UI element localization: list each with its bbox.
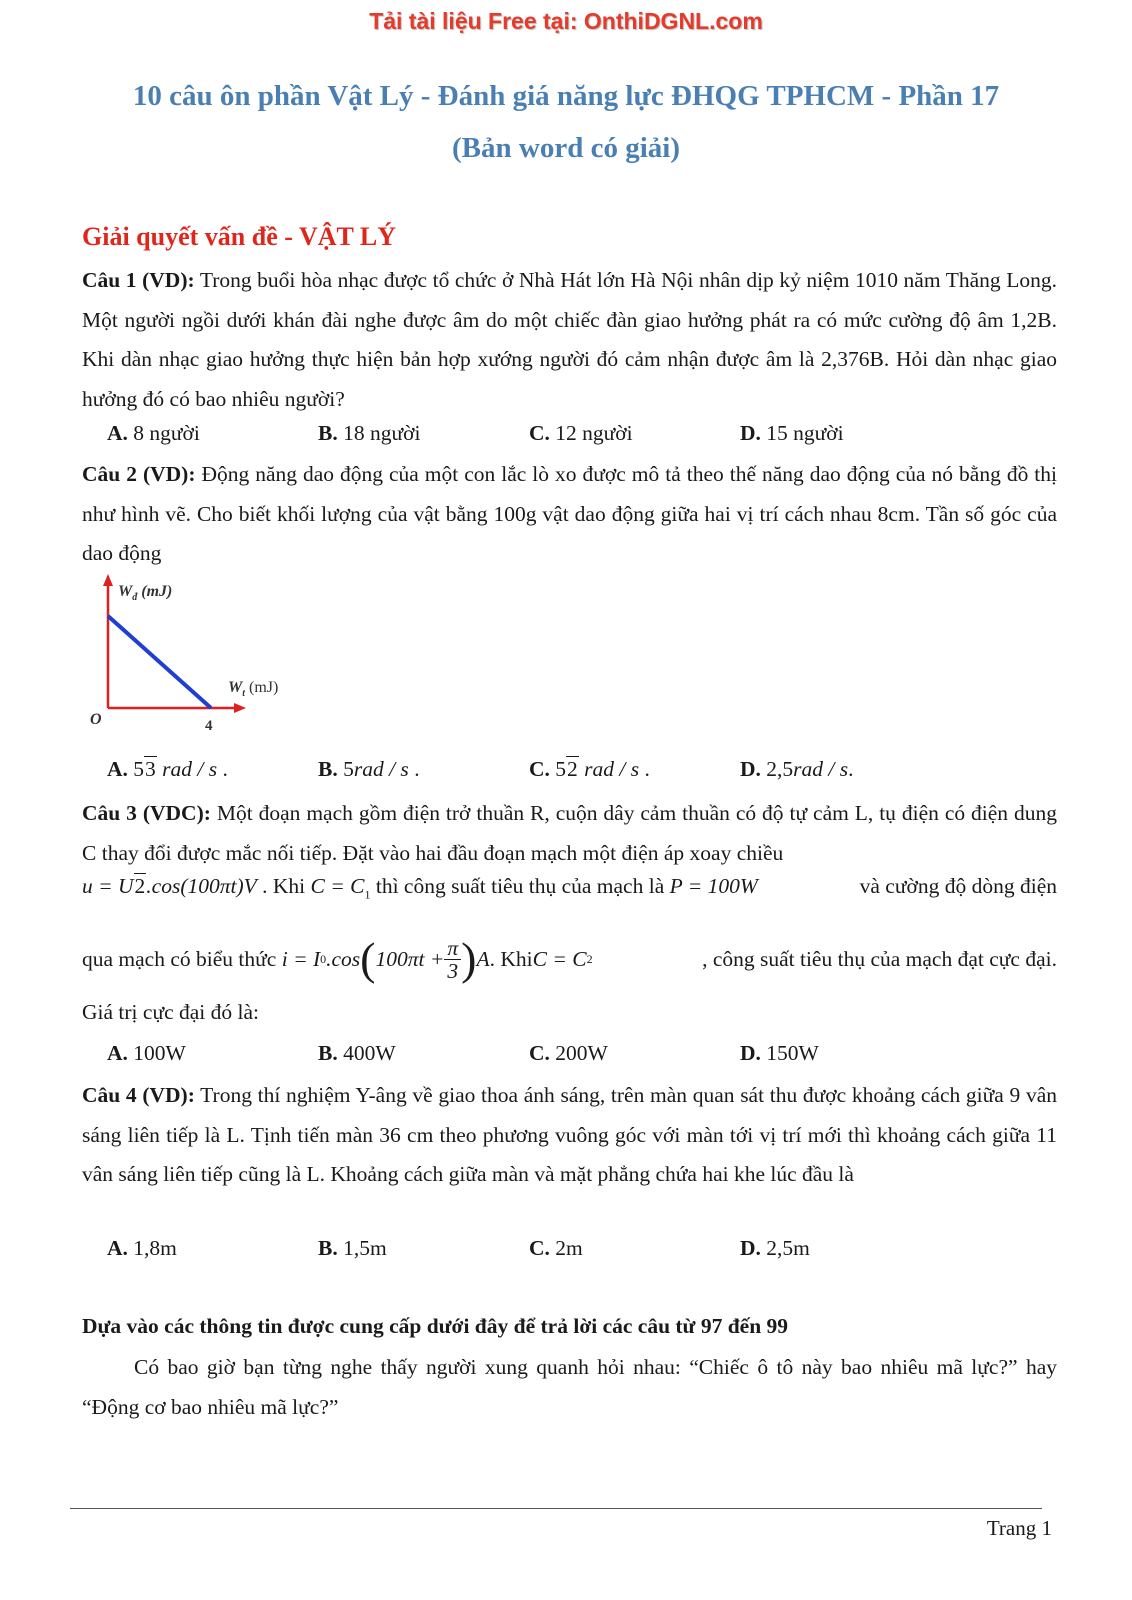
question-1 xyxy=(82,261,1057,419)
q4-option-a: A. 1,8m xyxy=(107,1236,177,1260)
q2-option-d: D. 2,5rad / s. xyxy=(740,757,854,781)
q3-option-a: A. 100W xyxy=(107,1041,186,1065)
page-number: Trang 1 xyxy=(986,1516,1052,1540)
question-4 xyxy=(82,1076,1057,1195)
origin-label: O xyxy=(90,711,102,728)
footer-divider xyxy=(70,1508,1042,1509)
q3-option-c: C. 200W xyxy=(529,1041,608,1065)
question-3-line-u: u = U2.cos(100πt)V . Khi $C = C_1$ thì công suất tiêu thụ của mạch là P = 100W và cường độ dòng điện xyxy=(82,874,1057,902)
question-3-line-i: qua mạch có biểu thức i = I 0 .cos ( 100πt + $\frac{\pi}{3}$ ) A . Khi C = C 2 , công suất tiêu thụ của mạch đạt cực đại. xyxy=(82,933,1057,984)
y-axis-label: $W_đ$ (mJ) xyxy=(118,583,173,603)
q3-option-b: B. 400W xyxy=(318,1041,396,1065)
y-axis-arrow xyxy=(103,574,113,586)
q1-option-d: D. 15 người xyxy=(740,421,844,445)
question-1-label: Câu 1 (VD): xyxy=(82,268,195,292)
q1-option-c: C. 12 người xyxy=(529,421,633,445)
question-4-label: Câu 4 (VD): xyxy=(82,1083,195,1107)
question-2-label: Câu 2 (VD): xyxy=(82,462,196,486)
q2-option-a: A. 53 rad / s . xyxy=(107,757,228,781)
passage-text: Có bao giờ bạn từng nghe thấy người xung quanh hỏi nhau: “Chiếc ô tô này bao nhiêu mã lực?” hay “Động cơ bao nhiêu mã lực?” xyxy=(82,1355,1057,1419)
passage-heading: Dựa vào các thông tin được cung cấp dưới đây để trả lời các câu từ 97 đến 99 xyxy=(82,1314,789,1338)
q2-option-b: B. 5rad / s . xyxy=(318,757,420,781)
energy-graph xyxy=(80,570,320,740)
question-3-line-end: Giá trị cực đại đó là: xyxy=(82,1000,260,1024)
page-title: 10 câu ôn phần Vật Lý - Đánh giá năng lực ĐHQG TPHCM - Phần 17 xyxy=(132,80,1000,112)
question-2 xyxy=(82,455,1057,574)
section-heading: Giải quyết vấn đề - VẬT LÝ xyxy=(82,222,396,251)
x-tick-label: 4 xyxy=(205,718,213,734)
q3-option-d: D. 150W xyxy=(740,1041,819,1065)
question-4-text: Trong thí nghiệm Y-âng về giao thoa ánh sáng, trên màn quan sát thu được khoảng cách giữa 9 vân sáng liên tiếp là L. Tịnh tiến màn 36 cm theo phương vuông góc với màn tới vị trí mới thì khoảng cách giữa 11 vân sáng liên tiếp cũng là L. Khoảng cách giữa màn và mặt phẳng chứa hai khe lúc đầu là xyxy=(82,1083,1057,1186)
q1-option-a: A. 8 người xyxy=(107,421,200,445)
q1-option-b: B. 18 người xyxy=(318,421,421,445)
energy-line xyxy=(108,616,211,708)
q2-option-c: C. 52 rad / s . xyxy=(529,757,650,781)
question-3-label: Câu 3 (VDC): xyxy=(82,801,211,825)
q4-option-d: D. 2,5m xyxy=(740,1236,810,1260)
page-subtitle: (Bản word có giải) xyxy=(452,132,680,164)
x-axis-arrow xyxy=(234,703,246,713)
x-axis-label: $W_t$ (mJ) xyxy=(228,679,279,699)
question-1-text: Trong buổi hòa nhạc được tổ chức ở Nhà Hát lớn Hà Nội nhân dịp kỷ niệm 1010 năm Thăng Long. Một người ngồi dưới khán đài nghe được âm do một chiếc đàn giao hưởng phát ra có mức cường độ âm 1,2B. Khi dàn nhạc giao hưởng thực hiện bản hợp xướng người đó cảm nhận được âm là 2,376B. Hỏi dàn nhạc giao hưởng đó có bao nhiêu người? xyxy=(82,268,1057,411)
source-banner[interactable]: Tải tài liệu Free tại: OnthiDGNL.com xyxy=(369,8,763,34)
q4-option-b: B. 1,5m xyxy=(318,1236,387,1260)
pi-over-3: $\frac{\pi}{3}$ xyxy=(444,937,461,982)
q4-option-c: C. 2m xyxy=(529,1236,583,1260)
question-2-text: Động năng dao động của một con lắc lò xo được mô tả theo thế năng dao động của nó bằng đồ thị như hình vẽ. Cho biết khối lượng của vật bằng 100g vật dao động giữa hai vị trí cách nhau 8cm. Tần số góc của dao động xyxy=(82,462,1057,565)
question-3-text: Một đoạn mạch gồm điện trở thuần R, cuộn dây cảm thuần có độ tự cảm L, tụ điện có điện dung C thay đổi được mắc nối tiếp. Đặt vào hai đầu đoạn mạch một điện áp xoay chiều xyxy=(82,801,1057,865)
question-3 xyxy=(82,794,1057,873)
